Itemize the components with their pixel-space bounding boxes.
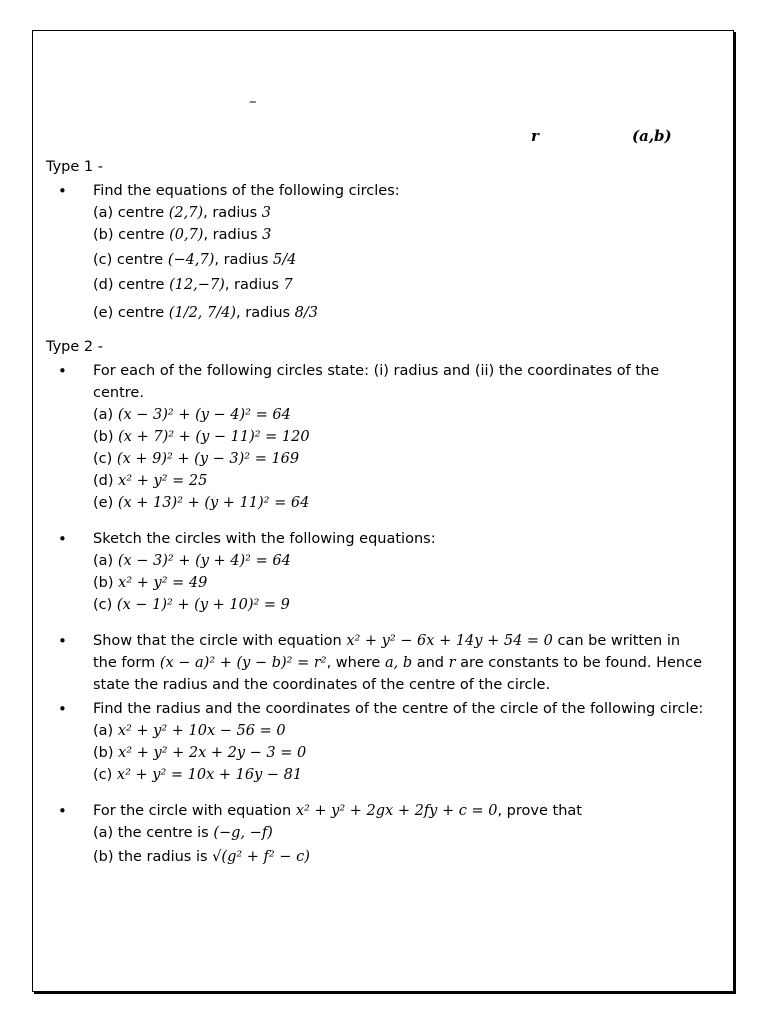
list-item: (b) (x + 7)² + (y − 11)² = 120 (93, 429, 310, 445)
bullet-intro: • For each of the following circles state: (i) radius and (ii) the coordinates of the centre. (93, 363, 660, 401)
type1-bullet-1 (46, 180, 706, 324)
worksheet-content (46, 156, 706, 868)
list-item: (c) centre (−4,7), radius 5/4 (93, 252, 297, 268)
list-item: (a) (x − 3)² + (y − 4)² = 64 (93, 407, 291, 423)
list-item: (e) centre (1/2, 7/4), radius 8/3 (93, 305, 319, 321)
bullet-intro: • Sketch the circles with the following equations: (93, 531, 436, 547)
list-item: (d) centre (12,−7), radius 7 (93, 277, 293, 293)
list-item: (b) x² + y² = 49 (93, 575, 208, 591)
list-item: (d) x² + y² = 25 (93, 473, 208, 489)
bullet-intro: • For the circle with equation x² + y² + 2gx + 2fy + c = 0, prove that (93, 803, 582, 819)
header-dash: – (249, 92, 257, 110)
type2-bullet-4 (46, 698, 706, 786)
list-item: (e) (x + 13)² + (y + 11)² = 64 (93, 495, 310, 511)
list-item: (a) (x − 3)² + (y + 4)² = 64 (93, 553, 291, 569)
list-item: (b) x² + y² + 2x + 2y − 3 = 0 (93, 745, 307, 761)
type2-bullet-1 (46, 360, 706, 514)
type2-bullet-2 (46, 528, 706, 616)
bullet-intro: • Find the radius and the coordinates of the centre of the circle of the following circle: (93, 701, 704, 717)
list-item: (c) (x + 9)² + (y − 3)² = 169 (93, 451, 300, 467)
list-item: (a) x² + y² + 10x − 56 = 0 (93, 723, 286, 739)
list-item: (b) centre (0,7), radius 3 (93, 227, 272, 243)
header-radius-symbol: r (531, 127, 539, 145)
bullet-paragraph: • Show that the circle with equation x² + y² − 6x + 14y + 54 = 0 can be written in the form (x − a)² + (y − b)² = r², where a, b and r are constants to be found. Hence state the radius and the coordinates of the centre of the circle. (93, 633, 703, 693)
type2-heading: Type 2 - (46, 339, 103, 355)
list-item: (a) centre (2,7), radius 3 (93, 205, 272, 221)
bullet-intro: • Find the equations of the following circles: (93, 183, 400, 199)
type1-heading: Type 1 - (46, 159, 103, 175)
list-item: (c) x² + y² = 10x + 16y − 81 (93, 767, 303, 783)
list-item: (a) the centre is (−g, −f) (93, 825, 273, 841)
list-item: (b) the radius is √(g² + f² − c) (93, 849, 310, 865)
type2-bullet-3 (46, 630, 706, 696)
header-centre-symbol: (a,b) (632, 127, 672, 145)
list-item: (c) (x − 1)² + (y + 10)² = 9 (93, 597, 290, 613)
type2-bullet-5 (46, 800, 706, 868)
